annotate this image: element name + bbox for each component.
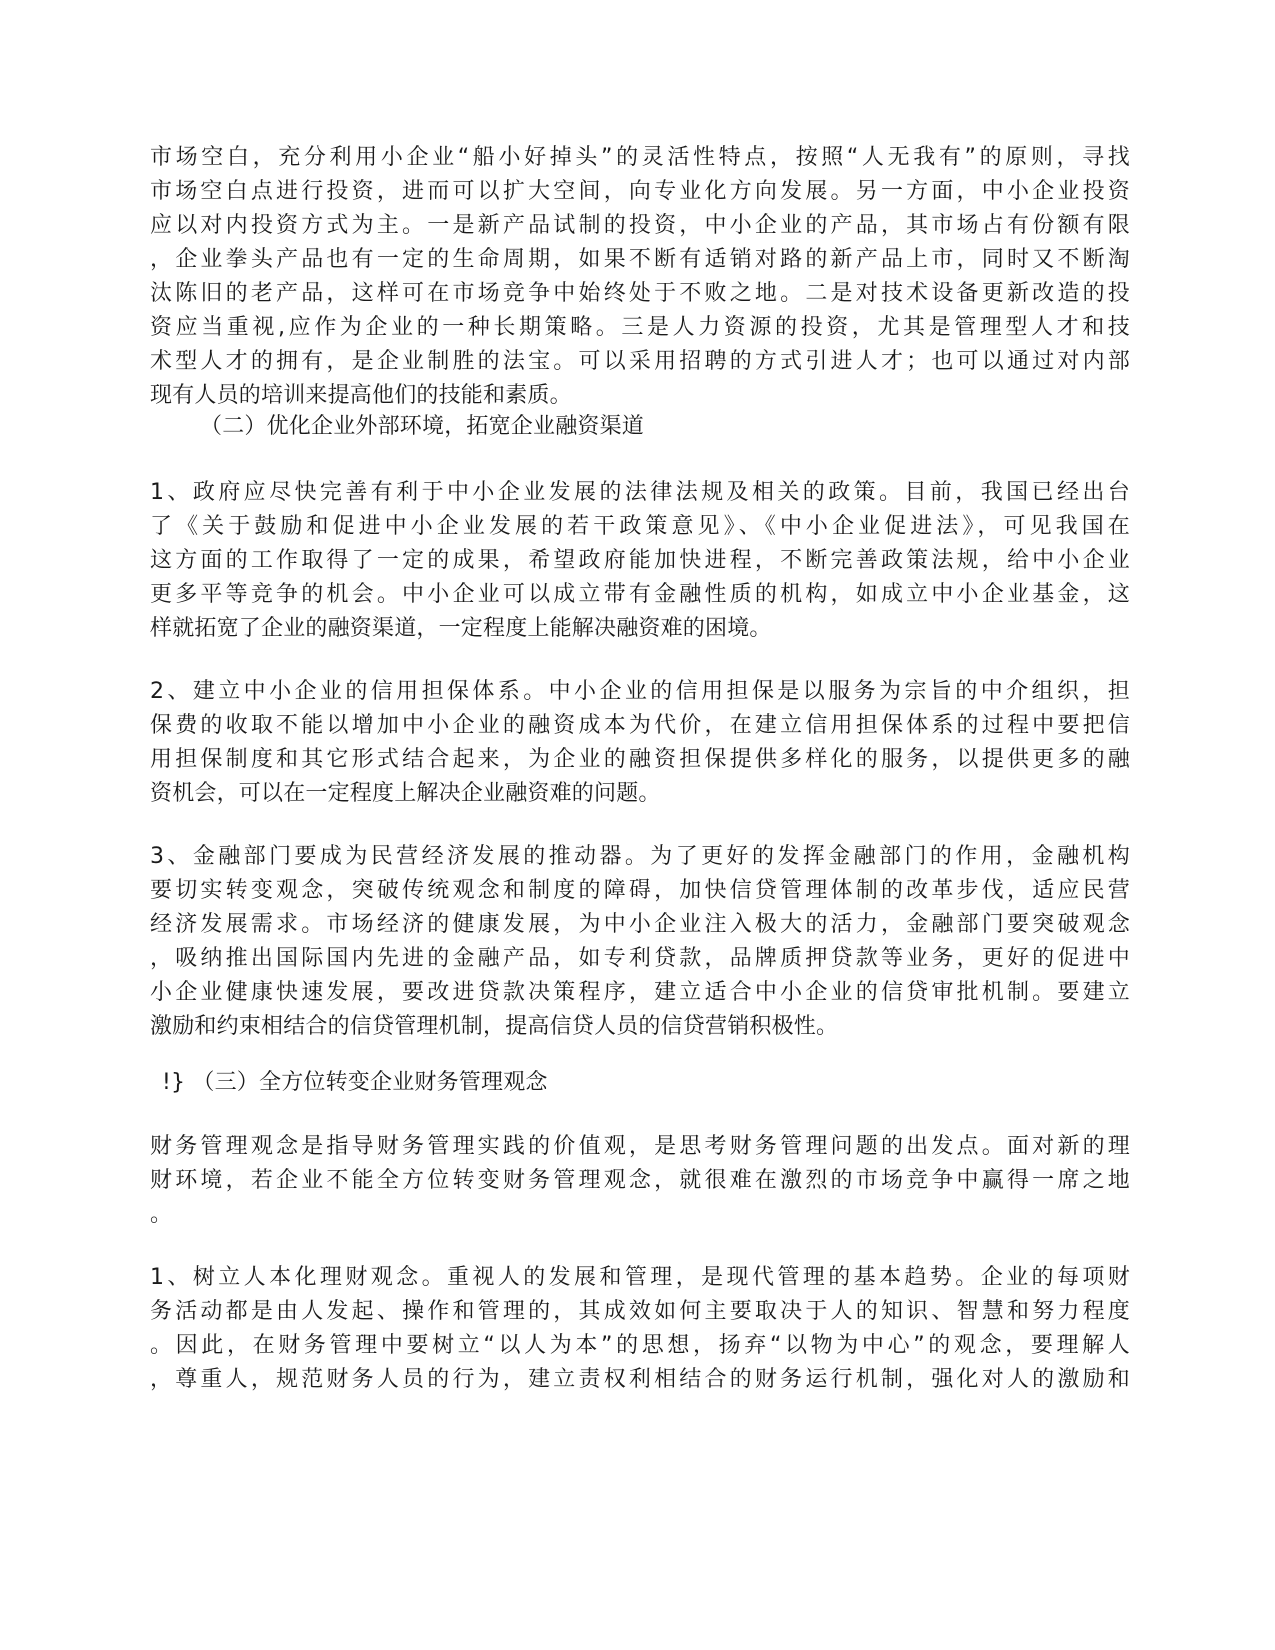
paragraph-line: 市场空白，充分利用小企业“船小好掉头”的灵活性特点，按照“人无我有”的原则，寻找 bbox=[150, 145, 1130, 170]
paragraph-line: ，尊重人，规范财务人员的行为，建立责权利相结合的财务运行机制，强化对人的激励和 bbox=[150, 1367, 1130, 1392]
paragraph-line: 要切实转变观念，突破传统观念和制度的障碍，加快信贷管理体制的改革步伐，适应民营 bbox=[150, 878, 1130, 903]
paragraph-line: ，吸纳推出国际国内先进的金融产品，如专利贷款，品牌质押贷款等业务，更好的促进中 bbox=[150, 946, 1130, 971]
paragraph-line: ，企业拳头产品也有一定的生命周期，如果不断有适销对路的新产品上市，同时又不断淘 bbox=[150, 247, 1130, 272]
paragraph-line: 激励和约束相结合的信贷管理机制，提高信贷人员的信贷营销积极性。 bbox=[150, 1014, 839, 1039]
paragraph-line: 务活动都是由人发起、操作和管理的，其成效如何主要取决于人的知识、智慧和努力程度 bbox=[150, 1299, 1130, 1324]
paragraph-line: 3、金融部门要成为民营经济发展的推动器。为了更好的发挥金融部门的作用，金融机构 bbox=[150, 844, 1130, 869]
section-heading: !} （三）全方位转变企业财务管理观念 bbox=[162, 1070, 548, 1095]
paragraph-line: 资应当重视,应作为企业的一种长期策略。三是人力资源的投资，尤其是管理型人才和技 bbox=[150, 315, 1130, 340]
paragraph-line: 保费的收取不能以增加中小企业的融资成本为代价，在建立信用担保体系的过程中要把信 bbox=[150, 713, 1130, 738]
paragraph-line: 小企业健康快速发展，要改进贷款决策程序，建立适合中小企业的信贷审批机制。要建立 bbox=[150, 980, 1130, 1005]
paragraph-line: 汰陈旧的老产品，这样可在市场竞争中始终处于不败之地。二是对技术设备更新改造的投 bbox=[150, 281, 1130, 306]
paragraph-line: 现有人员的培训来提高他们的技能和素质。 bbox=[150, 383, 572, 408]
paragraph-line: 了《关于鼓励和促进中小企业发展的若干政策意见》、《中小企业促进法》，可见我国在 bbox=[150, 514, 1130, 539]
paragraph-line: 样就拓宽了企业的融资渠道，一定程度上能解决融资难的困境。 bbox=[150, 616, 772, 641]
paragraph-line: 经济发展需求。市场经济的健康发展，为中小企业注入极大的活力，金融部门要突破观念 bbox=[150, 912, 1130, 937]
paragraph-line: 财务管理观念是指导财务管理实践的价值观，是思考财务管理问题的出发点。面对新的理 bbox=[150, 1134, 1130, 1159]
paragraph-line: 这方面的工作取得了一定的成果，希望政府能加快进程，不断完善政策法规，给中小企业 bbox=[150, 548, 1130, 573]
paragraph-line: 财环境，若企业不能全方位转变财务管理观念，就很难在激烈的市场竞争中赢得一席之地 bbox=[150, 1168, 1130, 1193]
paragraph-line: 。因此，在财务管理中要树立“以人为本”的思想，扬弃“以物为中心”的观念，要理解人 bbox=[150, 1333, 1130, 1358]
paragraph-line: 。 bbox=[150, 1202, 173, 1227]
paragraph-line: 术型人才的拥有，是企业制胜的法宝。可以采用招聘的方式引进人才；也可以通过对内部 bbox=[150, 349, 1130, 374]
paragraph-line: 1、树立人本化理财观念。重视人的发展和管理，是现代管理的基本趋势。企业的每项财 bbox=[150, 1265, 1130, 1290]
paragraph-line: 用担保制度和其它形式结合起来，为企业的融资担保提供多样化的服务，以提供更多的融 bbox=[150, 747, 1130, 772]
paragraph-line: 应以对内投资方式为主。一是新产品试制的投资，中小企业的产品，其市场占有份额有限 bbox=[150, 213, 1130, 238]
paragraph-line: 1、政府应尽快完善有利于中小企业发展的法律法规及相关的政策。目前，我国已经出台 bbox=[150, 480, 1130, 505]
paragraph-line: 2、建立中小企业的信用担保体系。中小企业的信用担保是以服务为宗旨的中介组织，担 bbox=[150, 679, 1130, 704]
paragraph-line: 更多平等竞争的机会。中小企业可以成立带有金融性质的机构，如成立中小企业基金，这 bbox=[150, 582, 1130, 607]
paragraph-line: 资机会，可以在一定程度上解决企业融资难的问题。 bbox=[150, 781, 661, 806]
section-heading: （二）优化企业外部环境，拓宽企业融资渠道 bbox=[200, 414, 645, 439]
paragraph-line: 市场空白点进行投资，进而可以扩大空间，向专业化方向发展。另一方面，中小企业投资 bbox=[150, 179, 1130, 204]
